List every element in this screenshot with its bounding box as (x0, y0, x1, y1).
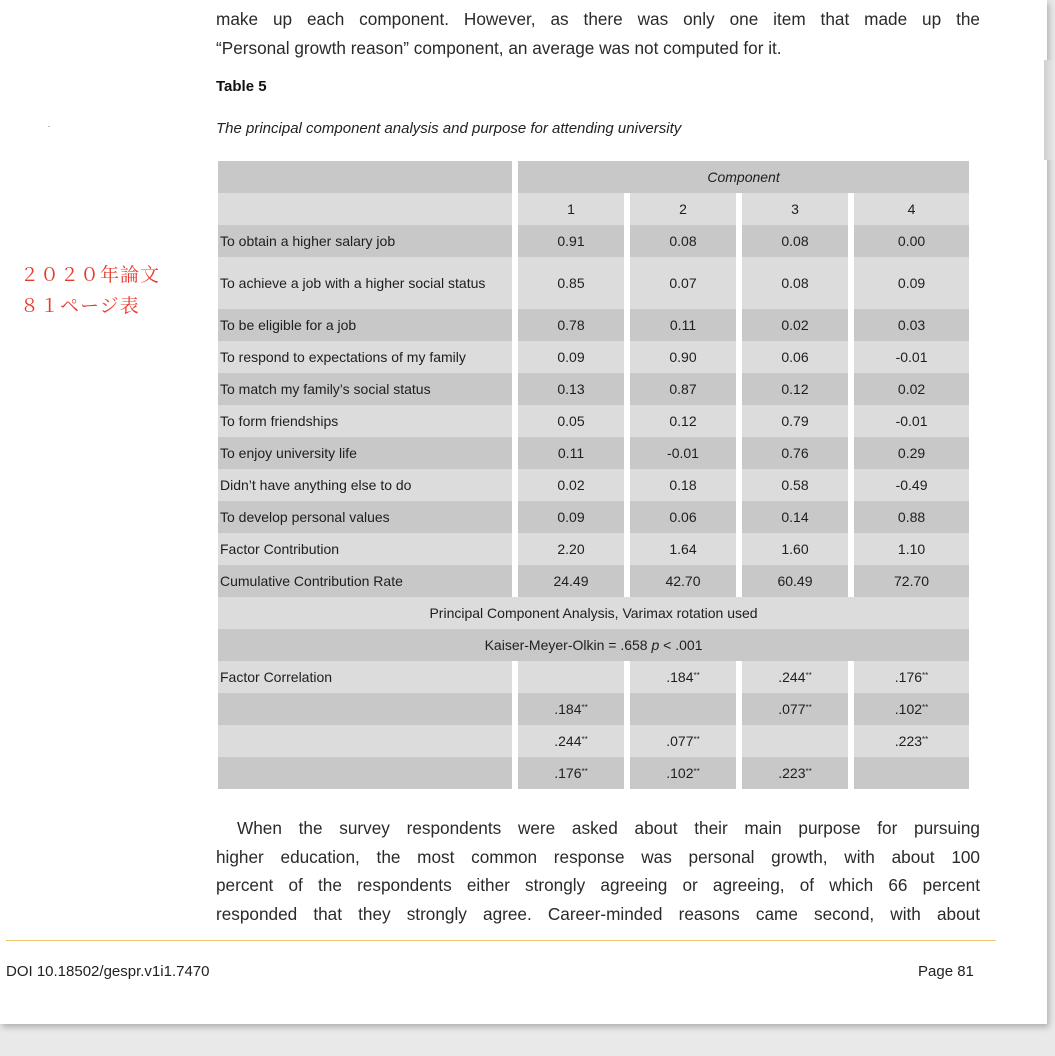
paragraph-top (216, 5, 980, 62)
column-header: 4 (854, 193, 969, 225)
correlation-value: .184 (554, 701, 582, 717)
cell-value: 72.70 (854, 565, 969, 597)
column-header: 1 (518, 193, 624, 225)
cell-value: 0.76 (742, 437, 848, 469)
paragraph-line: responded that they strongly agree. Career-minded reasons came second, with about (216, 904, 980, 925)
cell-value: -0.01 (854, 341, 969, 373)
footer-rule (6, 940, 996, 941)
correlation-cell (742, 725, 848, 757)
cell-value: 0.02 (518, 469, 624, 501)
significance-mark: ** (805, 767, 812, 776)
row-label: Didn’t have anything else to do (218, 469, 512, 501)
empty-label-cell (218, 693, 512, 725)
significance-mark: ** (693, 767, 700, 776)
adjacent-page-edge (1044, 60, 1055, 160)
kmo-statistic (218, 629, 969, 661)
correlation-cell (742, 693, 848, 725)
cell-value: 0.18 (630, 469, 736, 501)
significance-mark: ** (581, 767, 588, 776)
table-label: Table 5 (216, 78, 267, 95)
correlation-cell (742, 661, 848, 693)
correlation-value: .077 (778, 701, 806, 717)
paragraph-line: percent of the respondents either strongly agreeing or agreeing, of which 66 percent (216, 875, 980, 896)
cell-value: 0.11 (630, 309, 736, 341)
cell-value: 24.49 (518, 565, 624, 597)
correlation-value: .102 (666, 765, 694, 781)
column-number-row (218, 193, 969, 225)
correlation-cell (518, 693, 624, 725)
correlation-cell (630, 661, 736, 693)
cell-value: 0.02 (742, 309, 848, 341)
cell-value: 0.02 (854, 373, 969, 405)
correlation-row (218, 693, 969, 725)
cell-value: 0.05 (518, 405, 624, 437)
correlation-value: .223 (894, 733, 923, 749)
cell-value: 0.08 (742, 225, 848, 257)
pca-table (218, 161, 969, 789)
table-row (218, 373, 969, 405)
cell-value: 0.79 (742, 405, 848, 437)
cell-value: 0.03 (854, 309, 969, 341)
table-row (218, 405, 969, 437)
correlation-cell (518, 725, 624, 757)
cell-value: 0.12 (742, 373, 848, 405)
cell-value: 1.64 (630, 533, 736, 565)
significance-mark: ** (693, 671, 700, 680)
significance-mark: ** (922, 703, 929, 712)
empty-label-cell (218, 757, 512, 789)
significance-mark: ** (922, 735, 929, 744)
correlation-value: .176 (894, 669, 923, 685)
cell-value: 0.29 (854, 437, 969, 469)
row-label: To respond to expectations of my family (218, 341, 512, 373)
cell-value: 0.09 (518, 341, 624, 373)
paragraph-line: make up each component. However, as there was only one item that made up the (216, 9, 980, 29)
cell-value: 0.91 (518, 225, 624, 257)
doi-text: DOI 10.18502/gespr.v1i1.7470 (6, 963, 210, 980)
column-header: 3 (742, 193, 848, 225)
table-caption: The principal component analysis and purpose for attending university (216, 120, 682, 137)
cell-value: 42.70 (630, 565, 736, 597)
cell-value: 0.09 (518, 501, 624, 533)
kmo-p: p (651, 637, 660, 653)
cell-value: 1.10 (854, 533, 969, 565)
row-label: To obtain a higher salary job (218, 225, 512, 257)
correlation-value: .176 (554, 765, 582, 781)
row-label: Factor Contribution (218, 533, 512, 565)
row-label: To be eligible for a job (218, 309, 512, 341)
cell-value: 0.06 (630, 501, 736, 533)
cell-value: 0.08 (742, 257, 848, 309)
note-line: ２０２０年論文 (20, 264, 161, 286)
table-row (218, 225, 969, 257)
correlation-value: .184 (666, 669, 694, 685)
correlation-cell (630, 725, 736, 757)
correlation-value: .244 (554, 733, 582, 749)
page-number: Page 81 (918, 963, 974, 980)
cell-value: 0.90 (630, 341, 736, 373)
component-header: Component (518, 161, 969, 193)
table-row (218, 469, 969, 501)
correlation-cell (630, 693, 736, 725)
row-label: To achieve a job with a higher social status (218, 257, 512, 309)
note-line: ８１ページ表 (20, 295, 140, 317)
kmo-prefix: Kaiser-Meyer-Olkin = .658 (484, 637, 652, 653)
table-row (218, 437, 969, 469)
factor-correlation-label: Factor Correlation (218, 661, 512, 693)
cell-value: 0.85 (518, 257, 624, 309)
handwritten-note (20, 260, 160, 322)
row-label: To develop personal values (218, 501, 512, 533)
significance-mark: ** (805, 671, 812, 680)
cell-value: 1.60 (742, 533, 848, 565)
significance-mark: ** (805, 703, 812, 712)
row-label: To enjoy university life (218, 437, 512, 469)
cell-value: -0.49 (854, 469, 969, 501)
correlation-rows (218, 661, 969, 789)
cell-value: 0.12 (630, 405, 736, 437)
significance-mark: ** (922, 671, 929, 680)
correlation-value: .077 (666, 733, 694, 749)
correlation-cell (630, 757, 736, 789)
cell-value: 0.08 (630, 225, 736, 257)
cell-value: -0.01 (854, 405, 969, 437)
kmo-row (218, 629, 969, 661)
significance-mark: ** (693, 735, 700, 744)
pca-note-row (218, 597, 969, 629)
kmo-suffix: < .001 (659, 637, 703, 653)
column-header: 2 (630, 193, 736, 225)
correlation-cell (742, 757, 848, 789)
significance-mark: ** (581, 735, 588, 744)
table-row (218, 309, 969, 341)
correlation-row (218, 725, 969, 757)
cell-value: -0.01 (630, 437, 736, 469)
cell-value: 2.20 (518, 533, 624, 565)
significance-mark: ** (581, 703, 588, 712)
header-empty-cell (218, 161, 512, 193)
table-row (218, 341, 969, 373)
table-row (218, 565, 969, 597)
paragraph-bottom (216, 814, 980, 929)
paragraph-line: When the survey respondents were asked about their main purpose for pursuing (237, 818, 980, 838)
row-label: Cumulative Contribution Rate (218, 565, 512, 597)
correlation-cell (518, 757, 624, 789)
correlation-cell (854, 693, 969, 725)
stray-mark (48, 126, 50, 127)
correlation-cell (854, 757, 969, 789)
cell-value: 0.78 (518, 309, 624, 341)
correlation-cell (854, 725, 969, 757)
paragraph-line: “Personal growth reason” component, an average was not computed for it. (216, 37, 782, 58)
correlation-row (218, 661, 969, 693)
cell-value: 0.13 (518, 373, 624, 405)
cell-value: 0.07 (630, 257, 736, 309)
cell-value: 0.11 (518, 437, 624, 469)
correlation-row (218, 757, 969, 789)
pca-note: Principal Component Analysis, Varimax rotation used (218, 597, 969, 629)
correlation-value: .102 (894, 701, 923, 717)
header-row (218, 161, 969, 193)
loading-rows (218, 225, 969, 597)
table-row (218, 501, 969, 533)
row-label: To form friendships (218, 405, 512, 437)
cell-value: 0.58 (742, 469, 848, 501)
correlation-value: .244 (778, 669, 806, 685)
empty-label-cell (218, 725, 512, 757)
cell-value: 0.88 (854, 501, 969, 533)
cell-value: 0.14 (742, 501, 848, 533)
table-row (218, 533, 969, 565)
correlation-value: .223 (778, 765, 806, 781)
correlation-cell (518, 661, 624, 693)
paragraph-line: higher education, the most common response was personal growth, with about 100 (216, 846, 980, 867)
row-label: To match my family’s social status (218, 373, 512, 405)
cell-value: 60.49 (742, 565, 848, 597)
table-row (218, 257, 969, 309)
cell-value: 0.06 (742, 341, 848, 373)
correlation-cell (854, 661, 969, 693)
cell-value: 0.87 (630, 373, 736, 405)
cell-value: 0.09 (854, 257, 969, 309)
cell-value: 0.00 (854, 225, 969, 257)
